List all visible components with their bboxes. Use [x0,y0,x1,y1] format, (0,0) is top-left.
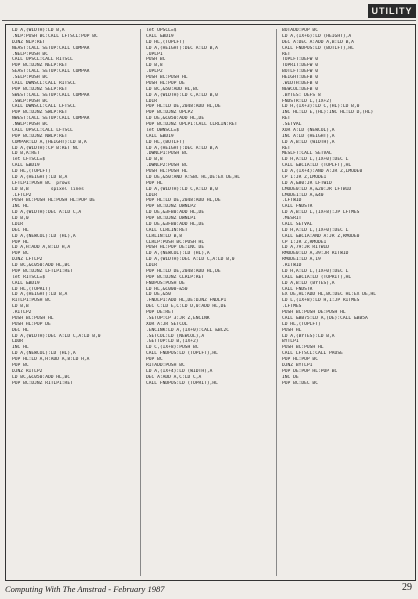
code-line: LD A,&80:JR LFTWID [282,180,332,186]
code-line: LD DE,&50:AND A:SBC HL,DE:EX DE,HL [146,174,241,180]
code-line: POP HL:LD DE,2048:ADD HL,DE [146,104,221,110]
code-line: CALL FNDSTR [282,204,313,210]
code-line: INC DE [282,374,299,380]
section-tag: UTILITY [368,4,416,18]
code-line: .UPLP1 [146,51,163,57]
code-line: LD HL,(BOTLFT) [146,139,185,145]
code-line: POP HL:LD DE,2048:ADD HL,DE [146,198,221,204]
code-line: LD B,8 [146,157,163,163]
code-line: DEC A:ADD A,C:LD C,A [146,374,202,380]
code-line: CLRLIN:LD B,8 [146,233,182,239]
code-line: POP HL:LD A,H:ADD A,8:LD H,A [12,357,90,362]
code-line: LD DE,&3FB0:ADD HL,DE [146,221,205,227]
code-line: XOR A:LD (NEWCOL),A [282,127,335,133]
code-line: POP BC:DJNZ CLRLP:RET [146,274,205,280]
code-line: LDIR [146,192,158,198]
code-line: SEAST:CALL SETUP:CALL COMPAR [12,69,90,75]
code-line: LMODE1:LD A,&40 [282,192,324,198]
code-line: .WIDTH:DEFB 0 [282,80,318,86]
code-line: LD BC,&C050:ADD HL,BC [12,263,71,268]
code-line: .RITLP2 [12,310,32,315]
listing-box [5,24,416,581]
column-divider [140,29,141,576]
code-line: CALL DWNSCL:CALL RITSCL [12,80,76,86]
code-line: CALL UPSCL:CALL LFTSCL [12,127,73,133]
code-line: LD A,(HEIGHT):LD B,A [12,174,68,180]
code-line: LD H,A:LD L,(IX+0):DEC L [282,268,349,274]
code-line: POP HL:POP BC [282,357,318,362]
code-line: EX DE,HL:ADD HL,BC:DEC HL:EX DE,HL [282,292,377,298]
code-line: BOTLFT:DEFW 0 [282,69,318,75]
code-line: PUSH BC:PUSH HL:PUSH HL:POP DE [12,198,95,204]
code-line: HEIGHT:DEFB 0 [282,75,318,80]
code-line: POP HL [12,239,29,245]
code-line: .LFTMES [282,304,302,310]
code-line: LDIR [146,98,158,104]
code-line: RET [282,51,291,57]
code-line: LFTLP1:PUSH BC prows [12,180,71,186]
code-line: LD A,(WIDTH):CP B:RET NC [12,145,79,151]
code-line: PUSH HL:POP DE [12,321,51,327]
code-line: INC HL [12,204,29,210]
code-line: LD A,(BYTES):LD B,A [282,333,335,339]
code-line: POP BC:DJNZ LFTLP1:RET [12,268,73,274]
code-line: .UPLP2 [146,69,163,75]
code-line: LD A,(HEIGHT):DEC A:LD B,A [146,145,218,151]
code-line: PUSH BC:PUSH HL [146,75,188,80]
code-line: PUSH HL [282,327,302,333]
code-line: TOPRIT:DEFW 0 [282,63,318,69]
code-line: LD A,79:JR RITWID [282,245,330,251]
code-line: DEC A:DEC A:ADD A,B:LD B,A [282,39,354,45]
code-line: RET [282,145,291,151]
code-line: LD HL,(TOPLFT) [12,169,51,174]
code-line: LD H,A:LD L,(IX+0):DEC L [282,227,349,233]
code-line: .NELP:PUSH BC [12,51,48,57]
code-line: POP BC:DEC BC [282,380,318,386]
code-line: POP DE:POP HL:POP BC [282,368,338,374]
code-line: POP HL [146,180,163,186]
code-line: LDIR [12,221,24,227]
code-line: .DWNLP2:PUSH BC [146,163,188,169]
code-line: LD HL,&C000-&50 [146,286,188,292]
code-line: LD A,(WIDTH):LD C,A:LD B,0 [146,92,218,98]
code-line: CALL &BC1A:LD (TOPRIT),HL [282,274,352,280]
code-line: .NWLP:PUSH BC [12,122,48,127]
code-line: .SETVAL [282,122,302,127]
code-line: NEAST:CALL SETUP:CALL COMPAR [12,45,90,51]
code-line: CALL FNDSTR [282,286,313,292]
listing-column-3 [282,28,410,577]
code-line: LD HL,(TOPRIT) [12,286,51,292]
code-line: .SETCOL:LD (NEWCOL),A [146,333,205,339]
code-line: .MESRIT [282,216,302,221]
code-line: CALL &BD19 [12,280,40,286]
code-line: LD B,8 [146,63,163,69]
code-line: LD L,(IX+8):LD H,1:JP RITMES [282,298,360,304]
code-line: PUSH HL:POP DE:INC DE [146,245,205,251]
code-line: let UPSCL=$ [146,28,177,33]
code-line: POP BC:DJNZ NWLP:RET [12,133,68,139]
code-line: POP BC:DJNZ SWLP:RET [12,110,68,116]
code-line: .SETUP:CP 3:JR Z,ENCINK [146,315,210,321]
code-line: CALL &BD19 [12,163,40,169]
code-line: CALL UPSCL:CALL RITSCL [12,57,73,63]
page-number: 29 [402,582,412,593]
code-line: DEC HL [12,227,29,233]
code-line: LD HL,(TOPLFT) [282,321,321,327]
code-line: CALL SETVAL [282,221,313,227]
code-line: PUSH HL:PUSH HL [146,169,188,174]
code-line: LD A,(IX+6):LD (HEIGHT),A [282,33,352,39]
code-line: DJNZ BYTLP1 [282,362,313,368]
code-line: let RITSCL=$ [12,274,46,280]
code-line: let DWNSCL=$ [146,127,180,133]
code-line: LD HL,(TOPLFT) [146,39,185,45]
code-line: .RITWID [282,263,302,268]
code-line: .SWLP:PUSH BC [12,98,48,104]
code-line: LD H,(IX+3):LD C,(HL):LD B,0 [282,104,360,110]
code-line: LD BC,&50:ADD HL,BC [146,86,199,92]
code-line: CALL LFTSCL:CALL PAUSE [282,351,343,357]
code-line: LD A,B:LD (BYTES),A [282,280,335,286]
code-line: RITLP1:PUSH BC [12,298,51,304]
code-line: LD A,B:LD L,(IX+8):JP LFTMES [282,210,360,216]
code-line: LDIR [146,263,158,268]
code-line: let LFTSCL=$ [12,157,46,163]
code-line: NWEST:CALL SETUP:CALL COMPAR [12,116,90,122]
code-line: FNDPOS:PUSH DE [146,280,185,286]
code-line: LD DE,&50 [146,292,171,298]
code-line: CALL &BC1A:AND A:JR Z,RMODE0 [282,233,360,239]
code-line: .GETTOP:LD B,(IX+2) [146,339,199,345]
listing-column-1 [12,28,136,577]
code-line: BYTLP1 [282,339,299,345]
code-line: LD DE,&3FB0:ADD HL,DE [146,210,205,216]
code-line: CALL FNDPOS:LD (BOTLFT),HL [282,45,354,51]
code-line: LD A,(HEIGHT):LD B,A [12,292,68,298]
code-line: LMODE0:LD A,&20:JR LFTWID [282,186,352,192]
listing-column-2 [146,28,270,577]
code-line: LD A,(IX+4):AND A:JR Z,LMODE0 [282,169,363,174]
code-line: CALL &BD19 [146,133,174,139]
code-line: .LFTLP2 [12,192,32,198]
code-line: CLRLP:PUSH BC:PUSH HL [146,239,205,245]
code-line: DJNZ LFTLP2 [12,257,43,263]
code-line: LD A,(NEWCOL):LD (HL),A [146,251,210,257]
code-line: POP BC:DJNZ RITLP1:RET [12,380,73,386]
code-line: LD A,H:ADD A,8:LD H,A [12,245,71,251]
code-line: DEC C:LD E,C:LD D,0:ADD HL,DE [146,304,227,310]
code-line: LD C,(IX+8):PUSH BC [146,345,199,351]
header-rule [2,20,416,21]
code-line: .SELP:PUSH BC [12,75,48,80]
code-line: LD A,(WIDTH):DEC A:LD C,A:LD B,0 [12,333,101,339]
code-line: LD B,0 [12,216,29,221]
code-line: LD B,B spixel lines [12,186,84,192]
code-line: POP BC [146,357,163,362]
code-line: .DWNLP1:PUSH BC [146,151,188,157]
code-line: DJNZ NLP:RET [12,39,46,45]
code-line: POP BC:DJNZ NELP:RET [12,63,68,69]
code-line: LD A,(WIDTH):LD B,A [12,28,65,33]
code-line: CALL &BC1A:LD (TOPLFT),HL [282,163,352,169]
code-line: LDDR [12,339,24,345]
code-line: POP BC:DJNZ UPLP1:CALL CLRLIN:RET [146,122,238,127]
code-line: LD BC,&C050:ADD HL,BC [12,374,71,380]
code-line: POP HL:LD DE,2048:ADD HL,DE [146,268,221,274]
code-line: SWEST:CALL SETUP:CALL COMPAR [12,92,90,98]
code-line: TOPLFT:DEFW 0 [282,57,318,63]
code-line: MESLFT:CALL SETVAL [282,151,332,157]
publication-footer: Computing With The Amstrad - February 1987 [5,584,165,594]
code-line: POP BC:DJNZ SELP:RET [12,86,68,92]
code-line: DEC HL [12,327,29,333]
code-line: LD A,(WIDTH):DEC A:LD C,A [12,210,82,216]
code-line: LD B,A:RET [12,151,40,157]
code-line: LD A,(IX+4):LD (WIDTH),A [146,368,213,374]
code-line: LD A,(WIDTH):LD C,A:LD B,0 [146,186,218,192]
code-line: .FNDLP1:ADD HL,DE:DJNZ FNDLP1 [146,298,227,304]
code-line: POP BC:DJNZ UPLP2 [146,110,194,116]
code-line: CALL &BD19 [146,33,174,39]
code-line: .BYTES: DEFS 8 [282,92,321,98]
code-line: LD A,(NEWCOL):LD (HL),A [12,351,76,357]
code-line: .NLP:PUSH BC:CALL LFTSCL:POP BC [12,33,98,39]
code-line: INC HL [12,345,29,351]
code-line: CALL CLRLIN:RET [146,227,188,233]
code-line: POP BC:DJNZ DWNLP1 [146,216,196,221]
code-line: POP BC [12,362,29,368]
code-line: CALL &BB75:LD A,(DE):CALL &BB5A [282,315,368,321]
code-line: INC HL:LD E,(HL):INC HL:LD D,(HL) [282,110,374,116]
code-line: LD H,A:LD L,(IX+0):DEC L [282,157,349,163]
code-line: RMODE0:LD A,39:JR RITWID [282,251,349,257]
code-line: POP BC:DJNZ DWNLP2 [146,204,196,210]
code-line: XOR A:JR SETCOL [146,321,188,327]
code-line: CP 1:JR Z,LMODE1 [282,174,327,180]
code-line: POP BC [12,251,29,257]
code-line: LD A,(HEIGHT):DEC A:LD B,A [146,45,218,51]
code-line: LD A,(WIDTH):DEC A:LD C,A:LD B,0 [146,257,235,263]
code-line: CALL FNDPOS:LD (TOPRIT),HL [146,380,218,386]
code-line: PUSH BC:PUSH HL [282,345,324,351]
code-line: PUSH HL:POP DE [146,80,185,86]
code-line: DJNZ RITLP2 [12,368,43,374]
code-line: LD DE,&C050:ADD HL,DE [146,116,205,122]
code-line: LD A,(NEWCOL):LD (HL),A [12,233,76,239]
code-line: BOTADD:POP BC [282,28,318,33]
code-line: RMODE1:LD A,19 [282,257,321,263]
code-line: LD A,B:LD (WIDTH),A [282,139,335,145]
code-line: FNDSTR:LD L,(IX+2) [282,98,332,104]
code-line: RET [282,116,291,122]
code-line: RITADD:PUSH BC [146,362,185,368]
code-line: CALL DWNSCL:CALL LFTSCL [12,104,76,110]
code-line: COMPAR:LD A,(HEIGHT):LD B,A [12,139,87,145]
code-line: PUSH BC:PUSH HL [12,315,54,321]
code-line: LD B,B [12,304,29,310]
code-line: PUSH BC [146,57,166,63]
code-line: NEWCOL:DEFB 0 [282,86,318,92]
code-line: PUSH BC:PUSH DE:PUSH HL [282,310,346,315]
code-line: CP 1:JR Z,RMODE1 [282,239,327,245]
code-line: INC A:LD (HEIGHT),A [282,133,335,139]
column-divider [276,29,277,576]
code-line: .LFTWID [282,198,302,204]
code-line: POP DE:RET [146,310,174,315]
code-line: .ENCINK:LD A,(IX+0):CALL &BC2C [146,327,229,333]
code-line: CALL FNDPOS:LD (TOPLFT),HL [146,351,218,357]
